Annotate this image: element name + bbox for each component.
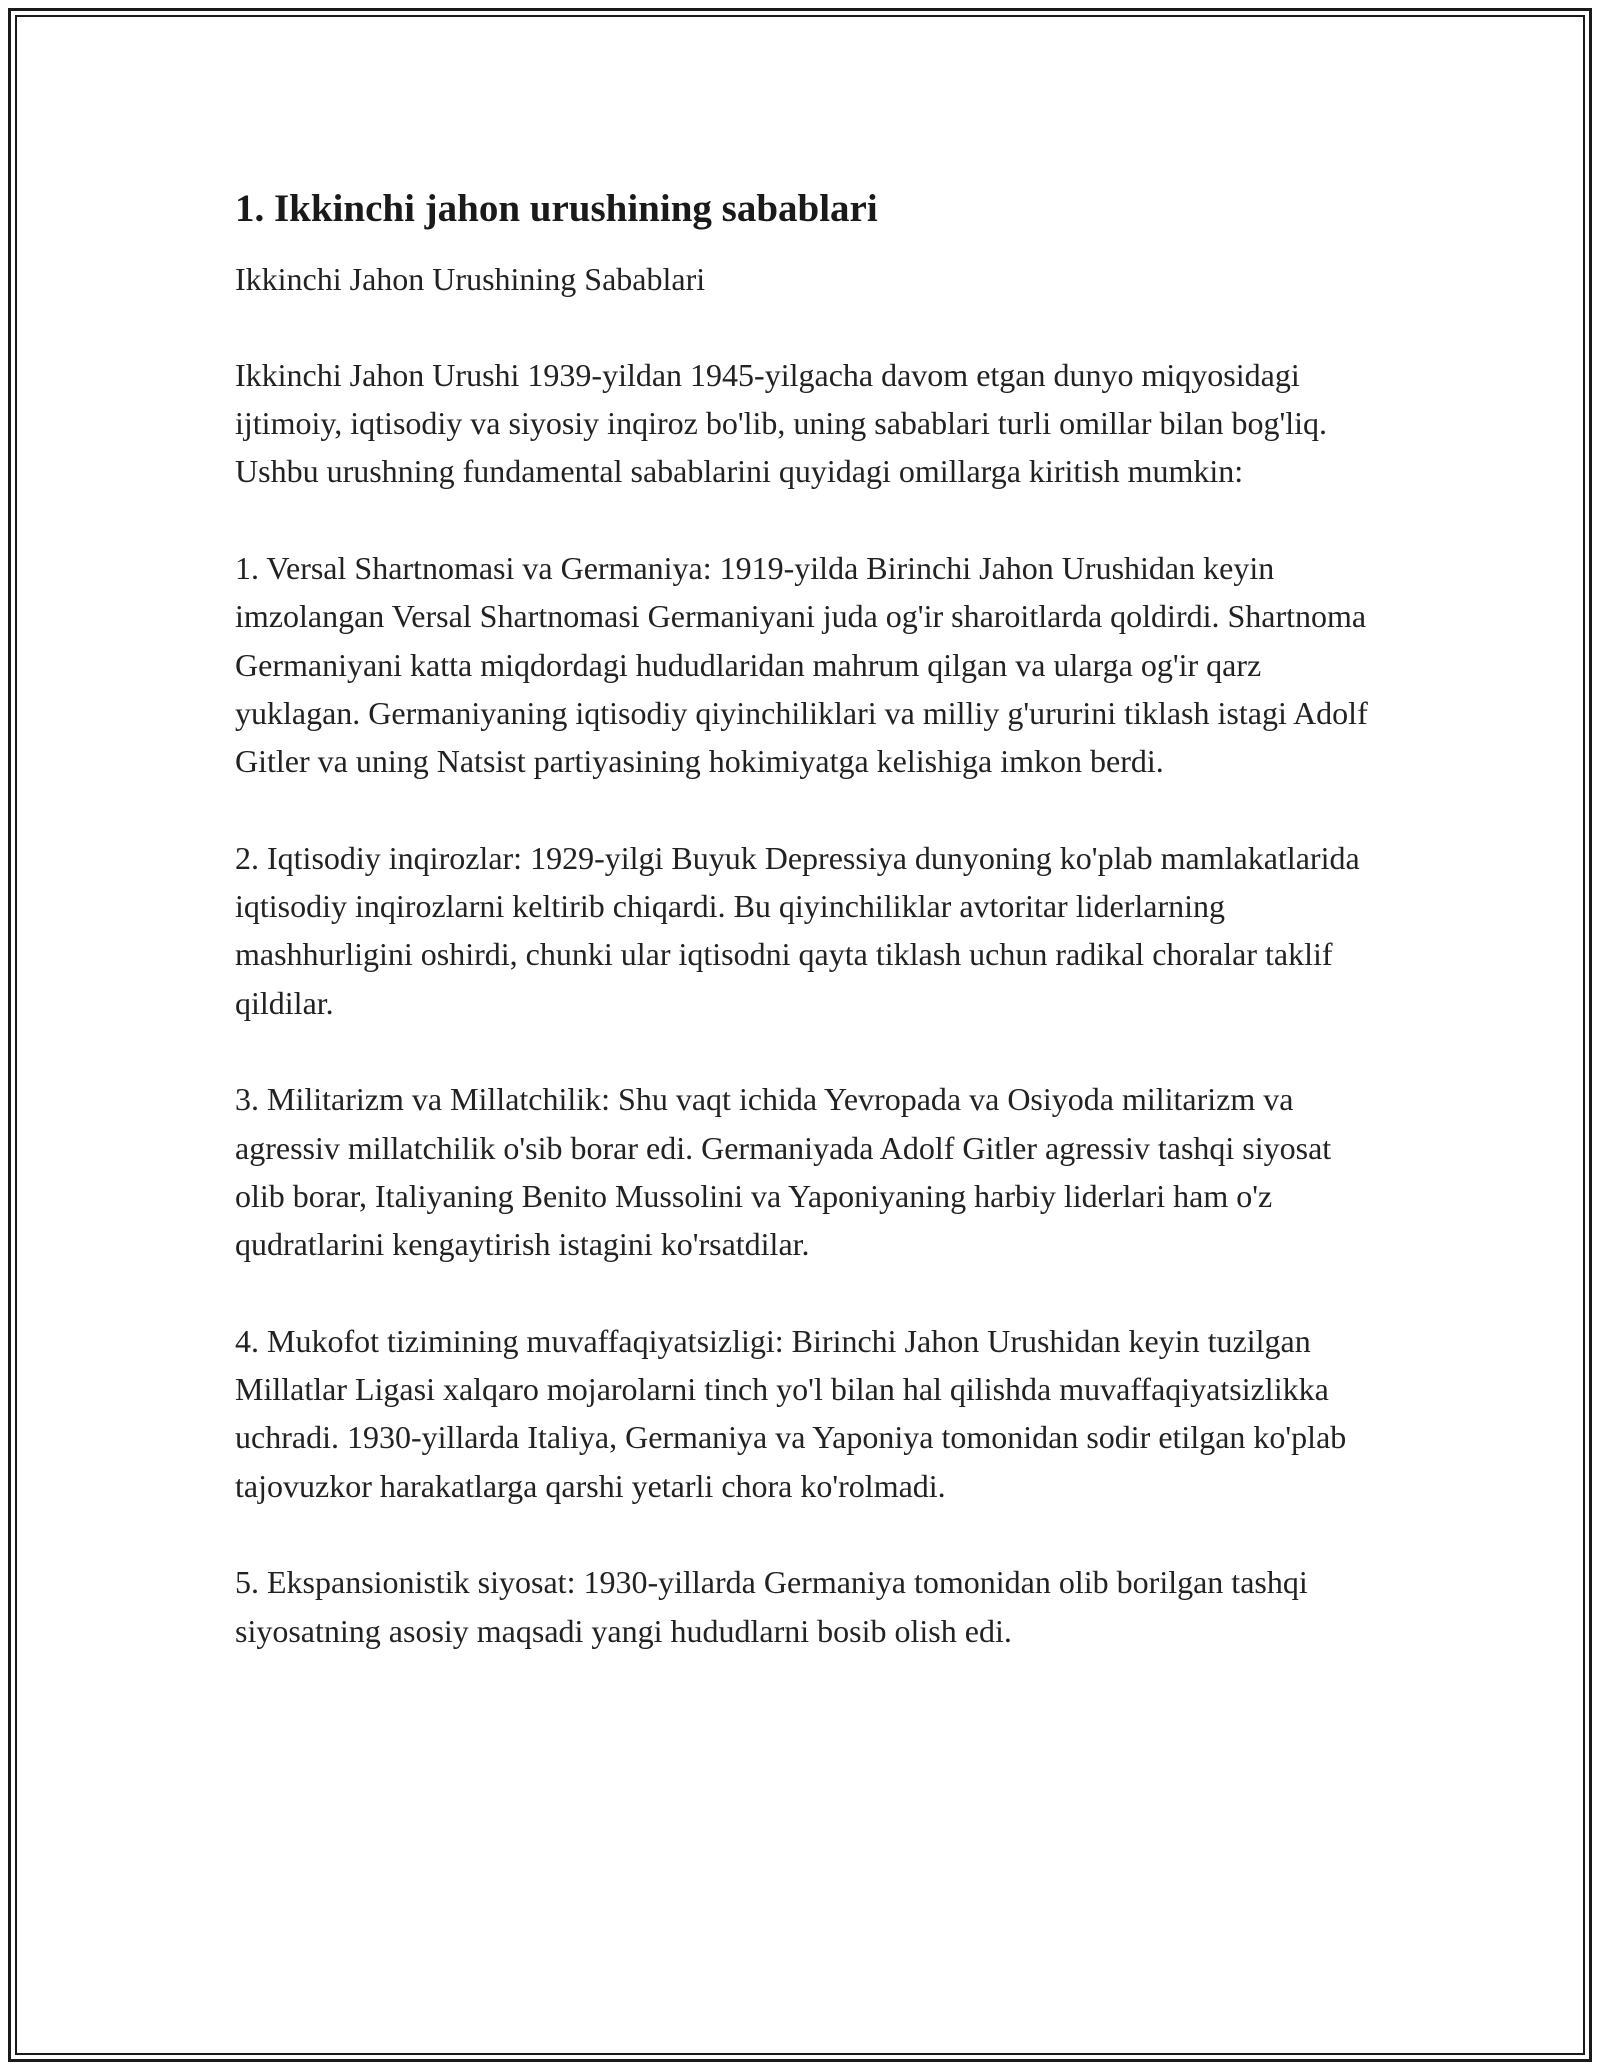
paragraph-militarism: 3. Militarizm va Millatchilik: Shu vaqt ichida Yevropada va Osiyoda militarizm va agressiv millatchilik o'sib borar edi. Germaniyada Adolf Gitler agressiv tashqi siyosat olib borar, Italiyaning Benito Mussolini va Yaponiyaning harbiy liderlari ham o'z qudratlarini kengaytirish istagini ko'rsatdilar.	[235, 1081, 1332, 1263]
paragraph-economic-crises: 2. Iqtisodiy inqirozlar: 1929-yilgi Buyuk Depressiya dunyoning ko'plab mamlakatlarida iqtisodiy inqirozlarni keltirib chiqardi. Bu qiyinchiliklar avtoritar liderlarning mashhurligini oshirdi, chunki ular iqtisodni qayta tiklash uchun radikal choralar taklif qildilar.	[235, 839, 1360, 1021]
document-subtitle: Ikkinchi Jahon Urushining Sabablari	[235, 260, 706, 297]
document-title: 1. Ikkinchi jahon urushining sabablari	[235, 187, 878, 230]
document-body	[235, 186, 1375, 1703]
paragraph-versal-treaty: 1. Versal Shartnomasi va Germaniya: 1919-yilda Birinchi Jahon Urushidan keyin imzolangan Versal Shartnomasi Germaniyani juda og'ir sharoitlarda qoldirdi. Shartnoma Germaniyani katta miqdordagi hududlaridan mahrum qilgan va ularga og'ir qarz yuklagan. Germaniyaning iqtisodiy qiyinchiliklari va milliy g'ururini tiklash istagi Adolf Gitler va uning Natsist partiyasining hokimiyatga kelishiga imkon berdi.	[235, 549, 1368, 780]
paragraph-league-failure: 4. Mukofot tizimining muvaffaqiyatsizligi: Birinchi Jahon Urushidan keyin tuzilgan Millatlar Ligasi xalqaro mojarolarni tinch yo'l bilan hal qilishda muvaffaqiyatsizlikka uchradi. 1930-yillarda Italiya, Germaniya va Yaponiya tomonidan sodir etilgan ko'plab tajovuzkor harakatlarga qarshi yetarli chora ko'rolmadi.	[235, 1322, 1347, 1504]
paragraph-expansionism: 5. Ekspansionistik siyosat: 1930-yillarda Germaniya tomonidan olib borilgan tashqi siyosatning asosiy maqsadi yangi hududlarni bosib olish edi.	[235, 1564, 1308, 1649]
paragraph-intro: Ikkinchi Jahon Urushi 1939-yildan 1945-yilgacha davom etgan dunyo miqyosidagi ijtimoiy, iqtisodiy va siyosiy inqiroz bo'lib, uning sabablari turli omillar bilan bog'liq. Ushbu urushning fundamental sabablarini quyidagi omillarga kiritish mumkin:	[235, 356, 1328, 490]
